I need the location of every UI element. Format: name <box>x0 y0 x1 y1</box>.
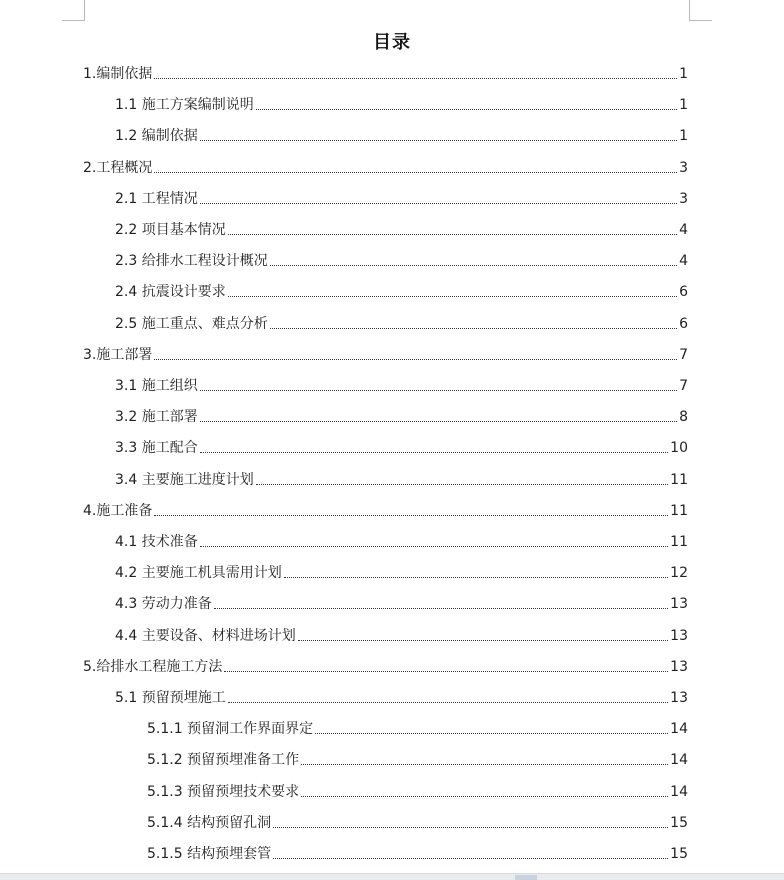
toc-entry-page: 13 <box>670 596 688 613</box>
toc-entry-title: 3.施工部署 <box>83 346 153 363</box>
toc-entry-title: 5.1.4 结构预留孔洞 <box>147 814 272 831</box>
toc-entry-title: 2.1 工程情况 <box>115 190 198 207</box>
toc-dot-leader <box>273 858 668 859</box>
toc-entry[interactable] <box>115 624 688 644</box>
toc-dot-leader <box>301 796 668 797</box>
toc-entry[interactable] <box>115 249 688 269</box>
toc-entry-page: 4 <box>679 253 688 270</box>
toc-entry-page: 4 <box>679 222 688 238</box>
toc-entry[interactable] <box>115 187 688 207</box>
crop-mark-top-left <box>62 20 85 21</box>
toc-entry-title: 5.1 预留预埋施工 <box>115 690 226 706</box>
toc-dot-leader <box>200 203 677 204</box>
toc-dot-leader <box>154 515 668 516</box>
toc-dot-leader <box>214 608 668 609</box>
toc-dot-leader <box>154 78 677 79</box>
toc-entry[interactable] <box>115 405 688 425</box>
toc-dot-leader <box>315 733 668 734</box>
toc-entry-title: 1.1 施工方案编制说明 <box>115 97 254 114</box>
toc-entry[interactable] <box>147 748 688 768</box>
toc-entry-title: 5.给排水工程施工方法 <box>83 658 223 675</box>
toc-entry[interactable] <box>83 499 688 519</box>
toc-entry[interactable] <box>115 280 688 300</box>
toc-entry-title: 3.1 施工组织 <box>115 378 198 394</box>
toc-entry-title: 4.施工准备 <box>83 502 153 519</box>
toc-entry-page: 6 <box>679 315 688 332</box>
toc-entry-title: 1.编制依据 <box>83 66 153 82</box>
toc-dot-leader <box>200 421 677 422</box>
toc-entry-title: 4.2 主要施工机具需用计划 <box>115 565 282 582</box>
toc-entry-title: 1.2 编制依据 <box>115 128 198 145</box>
toc-entry-page: 15 <box>670 846 688 862</box>
toc-entry-title: 5.1.5 结构预埋套管 <box>147 846 272 862</box>
toc-entry-page: 14 <box>670 752 688 769</box>
toc-entry-page: 11 <box>670 534 688 550</box>
toc-entry-page: 12 <box>670 565 688 582</box>
toc-dot-leader <box>298 640 668 641</box>
toc-entry-title: 4.4 主要设备、材料进场计划 <box>115 627 296 644</box>
toc-entry[interactable] <box>115 218 688 238</box>
toc-entry[interactable] <box>115 374 688 394</box>
toc-entry-page: 14 <box>670 783 688 800</box>
toc-entry-page: 1 <box>679 128 688 145</box>
toc-dot-leader <box>154 172 677 173</box>
toc-dot-leader <box>301 764 668 765</box>
toc-entry[interactable] <box>115 93 688 113</box>
toc-entry-title: 2.5 施工重点、难点分析 <box>115 315 268 332</box>
toc-entry-page: 14 <box>670 721 688 738</box>
toc-entry-title: 4.3 劳动力准备 <box>115 596 212 613</box>
toc-entry-title: 2.工程概况 <box>83 159 153 176</box>
status-bar <box>0 873 784 880</box>
toc-dot-leader <box>200 390 677 391</box>
toc-entry-page: 11 <box>670 471 688 488</box>
toc-entry[interactable] <box>83 156 688 176</box>
toc-entry-title: 2.2 项目基本情况 <box>115 222 226 238</box>
toc-entry[interactable] <box>83 655 688 675</box>
toc-title: 目录 <box>373 32 411 53</box>
toc-entry-page: 1 <box>679 66 688 82</box>
toc-dot-leader <box>228 296 677 297</box>
toc-entry-page: 13 <box>670 658 688 675</box>
toc-dot-leader <box>200 546 668 547</box>
toc-entry[interactable] <box>115 686 688 706</box>
toc-entry[interactable] <box>115 124 688 144</box>
toc-entry[interactable] <box>147 811 688 831</box>
toc-entry[interactable] <box>147 717 688 737</box>
toc-entry-page: 8 <box>679 409 688 426</box>
toc-entry-title: 5.1.3 预留预埋技术要求 <box>147 783 300 800</box>
toc-entry-page: 3 <box>679 159 688 176</box>
toc-dot-leader <box>273 827 668 828</box>
toc-entry-page: 11 <box>670 502 688 519</box>
toc-dot-leader <box>270 265 677 266</box>
toc-entry[interactable] <box>115 530 688 550</box>
scroll-indicator[interactable] <box>515 875 537 880</box>
toc-entry-title: 4.1 技术准备 <box>115 534 198 550</box>
toc-dot-leader <box>256 109 677 110</box>
toc-dot-leader <box>224 671 668 672</box>
toc-entry-page: 15 <box>670 814 688 831</box>
toc-dot-leader <box>200 140 677 141</box>
toc-dot-leader <box>228 702 668 703</box>
toc-dot-leader <box>284 577 668 578</box>
toc-entry-title: 3.2 施工部署 <box>115 409 198 426</box>
crop-mark-top-left <box>84 0 85 20</box>
toc-dot-leader <box>256 484 668 485</box>
toc-entry-title: 3.3 施工配合 <box>115 440 198 457</box>
toc-dot-leader <box>228 234 677 235</box>
toc-entry-title: 5.1.2 预留预埋准备工作 <box>147 752 300 769</box>
toc-entry[interactable] <box>83 343 688 363</box>
toc-entry-title: 3.4 主要施工进度计划 <box>115 471 254 488</box>
toc-entry-page: 7 <box>679 378 688 394</box>
toc-entry-page: 1 <box>679 97 688 114</box>
toc-entry-title: 2.3 给排水工程设计概况 <box>115 253 268 270</box>
toc-entry[interactable] <box>115 468 688 488</box>
toc-entry-page: 13 <box>670 690 688 706</box>
toc-entry[interactable] <box>147 842 688 862</box>
toc-entry[interactable] <box>115 436 688 456</box>
toc-dot-leader <box>200 452 668 453</box>
toc-entry[interactable] <box>115 592 688 612</box>
toc-entry[interactable] <box>115 312 688 332</box>
crop-mark-top-right <box>689 20 712 21</box>
toc-entry[interactable] <box>115 561 688 581</box>
toc-entry[interactable] <box>83 62 688 82</box>
toc-entry-title: 5.1.1 预留洞工作界面界定 <box>147 721 314 738</box>
toc-dot-leader <box>270 328 677 329</box>
toc-entry-page: 7 <box>679 346 688 363</box>
crop-mark-top-right <box>689 0 690 20</box>
toc-entry-page: 6 <box>679 284 688 301</box>
toc-entry-page: 3 <box>679 190 688 207</box>
toc-entry-page: 10 <box>670 440 688 457</box>
toc-entry-title: 2.4 抗震设计要求 <box>115 284 226 301</box>
toc-entry[interactable] <box>147 780 688 800</box>
toc-entry-page: 13 <box>670 627 688 644</box>
toc-dot-leader <box>154 359 677 360</box>
